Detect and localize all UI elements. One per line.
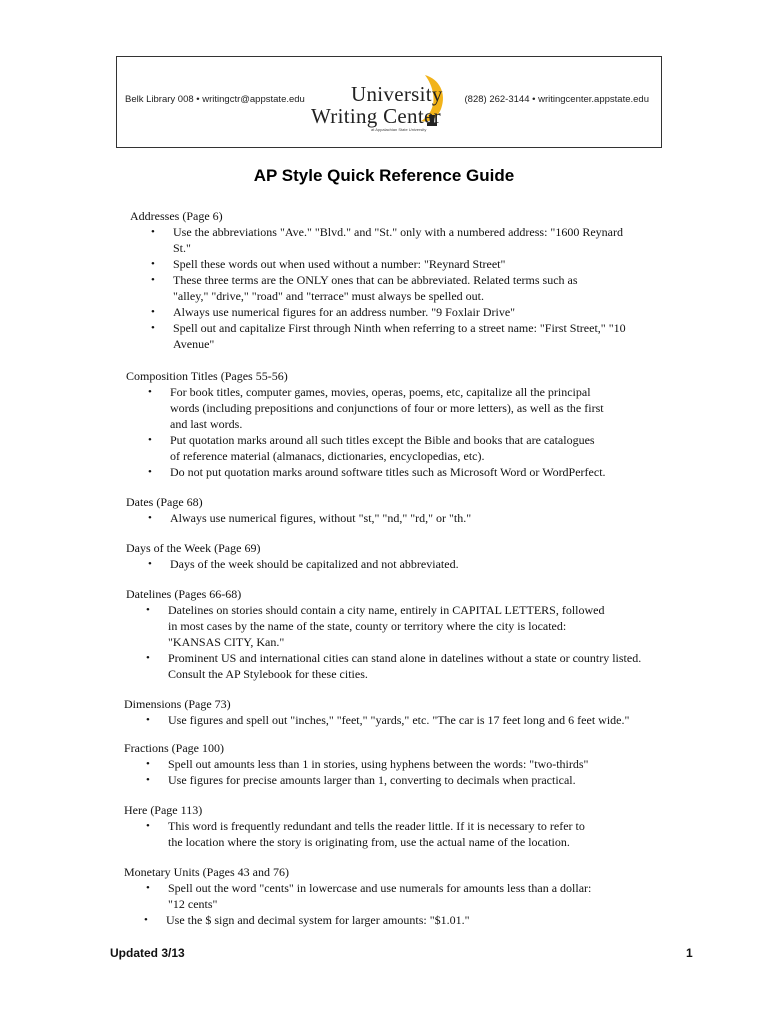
guide-line: Prominent US and international cities can stand alone in datelines without a state or country listed.	[168, 651, 642, 665]
guide-line: and last words.	[170, 417, 243, 431]
guide-line: For book titles, computer games, movies, operas, poems, etc, capitalize all the principal	[170, 385, 591, 399]
guide-line: Avenue"	[173, 337, 215, 351]
guide-line: Spell out amounts less than 1 in stories, using hyphens between the words: "two-thirds"	[168, 757, 589, 771]
section-heading: Addresses (Page 6)	[130, 209, 223, 223]
bullet-icon: •	[148, 558, 152, 570]
bullet-icon: •	[146, 774, 150, 786]
bullet-icon: •	[151, 274, 155, 286]
bullet-icon: •	[148, 386, 152, 398]
guide-line: Use the $ sign and decimal system for larger amounts: "$1.01."	[166, 913, 470, 927]
page-title: AP Style Quick Reference Guide	[253, 166, 515, 185]
guide-line: Datelines on stories should contain a city name, entirely in CAPITAL LETTERS, followed	[168, 603, 605, 617]
bullet-icon: •	[148, 512, 152, 524]
section-heading: Fractions (Page 100)	[124, 741, 224, 755]
guide-line: These three terms are the ONLY ones that can be abbreviated. Related terms such as	[173, 273, 578, 287]
guide-line: Days of the week should be capitalized and not abbreviated.	[170, 557, 459, 571]
section-heading: Days of the Week (Page 69)	[126, 541, 261, 555]
guide-line: Put quotation marks around all such titles except the Bible and books that are catalogues	[170, 433, 595, 447]
bullet-icon: •	[151, 226, 155, 238]
bullet-icon: •	[146, 820, 150, 832]
section-heading: Monetary Units (Pages 43 and 76)	[124, 865, 289, 879]
bullet-icon: •	[144, 914, 148, 926]
section-heading: Composition Titles (Pages 55-56)	[126, 369, 288, 383]
bullet-icon: •	[146, 882, 150, 894]
section-heading: Datelines (Pages 66-68)	[126, 587, 242, 601]
guide-line: Spell these words out when used without a number: "Reynard Street"	[173, 257, 506, 271]
guide-line: of reference material (almanacs, dictionaries, encyclopedias, etc).	[170, 449, 485, 463]
guide-line: "12 cents"	[168, 897, 218, 911]
guide-line: words (including prepositions and conjunctions of four or more letters), as well as the first	[170, 401, 604, 415]
guide-line: Spell out the word "cents" in lowercase and use numerals for amounts less than a dollar:	[168, 881, 592, 895]
guide-line: Always use numerical figures for an address number. "9 Foxlair Drive"	[173, 305, 516, 319]
logo-subtitle: at Appalachian State University	[371, 127, 427, 132]
guide-line: "KANSAS CITY, Kan."	[168, 635, 285, 649]
guide-line: Use figures and spell out "inches," "feet," "yards," etc. "The car is 17 feet long and 6 feet wide."	[168, 713, 630, 727]
footer-updated: Updated 3/13	[110, 946, 185, 960]
bullet-icon: •	[151, 306, 155, 318]
bullet-icon: •	[146, 652, 150, 664]
guide-line: Always use numerical figures, without "st," "nd," "rd," or "th."	[170, 511, 472, 525]
guide-line: the location where the story is originating from, use the actual name of the location.	[168, 835, 570, 849]
header-contact-right: (828) 262-3144 • writingcenter.appstate.edu	[464, 94, 649, 105]
guide-line: St."	[173, 241, 191, 255]
header-banner	[116, 56, 662, 148]
bullet-icon: •	[146, 758, 150, 770]
header-contact-left: Belk Library 008 • writingctr@appstate.edu	[125, 94, 305, 105]
section-heading: Here (Page 113)	[124, 803, 203, 817]
page-number: 1	[686, 946, 693, 960]
guide-line: in most cases by the name of the state, county or territory where the city is located:	[168, 619, 567, 633]
bullet-icon: •	[146, 714, 150, 726]
section-heading: Dimensions (Page 73)	[124, 697, 231, 711]
bullet-icon: •	[151, 322, 155, 334]
guide-line: Use figures for precise amounts larger than 1, converting to decimals when practical.	[168, 773, 576, 787]
guide-line: "alley," "drive," "road" and "terrace" must always be spelled out.	[173, 289, 484, 303]
logo-line-writing-center: Writing Center	[311, 104, 441, 128]
logo-line-university: University	[351, 82, 443, 106]
bullet-icon: •	[146, 604, 150, 616]
guide-line: Spell out and capitalize First through Ninth when referring to a street name: "First Street," "10	[173, 321, 626, 335]
guide-line: Consult the AP Stylebook for these cities.	[168, 667, 368, 681]
bullet-icon: •	[148, 434, 152, 446]
bullet-icon: •	[148, 466, 152, 478]
bullet-icon: •	[151, 258, 155, 270]
university-writing-center-logo	[307, 71, 457, 141]
guide-line: Do not put quotation marks around software titles such as Microsoft Word or WordPerfect.	[170, 465, 606, 479]
section-heading: Dates (Page 68)	[126, 495, 203, 509]
guide-line: This word is frequently redundant and tells the reader little. If it is necessary to refer to	[168, 819, 585, 833]
guide-line: Use the abbreviations "Ave." "Blvd." and "St." only with a numbered address: "1600 Reynard	[173, 225, 623, 239]
